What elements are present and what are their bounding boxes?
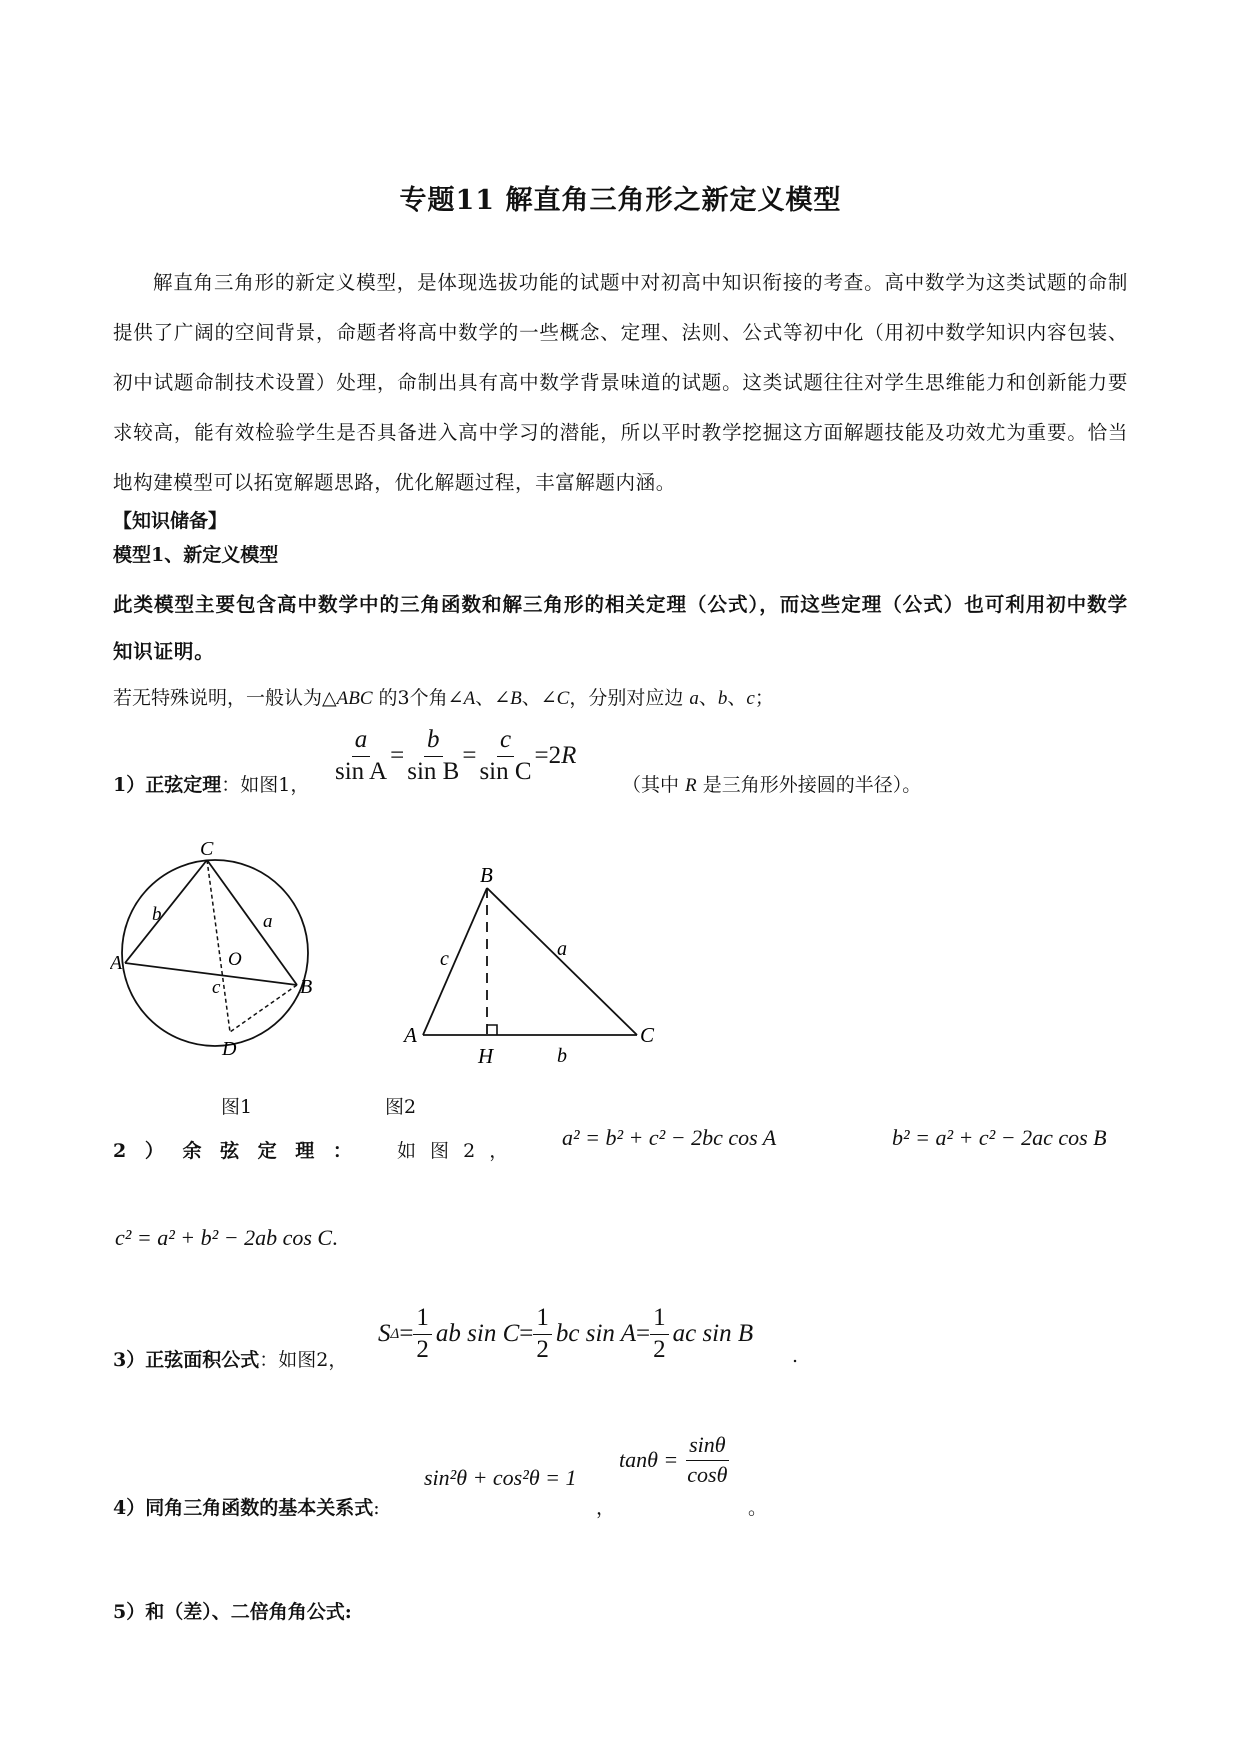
section-knowledge: 【知识储备】 bbox=[113, 510, 228, 532]
side-c bbox=[125, 963, 297, 985]
cosine-law-formula-a: a² = b² + c² − 2bc cos A bbox=[562, 1125, 777, 1150]
cosine-law-label: 2 ） 余 弦 定 理 ： bbox=[113, 1140, 355, 1162]
intro-paragraph: 解直角三角形的新定义模型，是体现选拔功能的试题中对初高中知识衔接的考查。高中数学为这类试题的命制提供了广阔的空间背景，命题者将高中数学的一些概念、定理、法则、公式等初中化（用初中数学知识内容包装、初中试题命制技术设置）处理，命制出具有高中数学背景味道的试题。这类试题往往对学生思维能力和创新能力要求较高，能有效检验学生是否具备进入高中学习的潜能，所以平时教学挖掘这方面解题技能及功效尤为重要。恰当地构建模型可以拓宽解题思路，优化解题过程，丰富解题内涵。 bbox=[113, 271, 1128, 494]
label-a: a bbox=[557, 938, 567, 960]
figure-1-caption: 图1 bbox=[221, 1096, 253, 1118]
identity-end: 。 bbox=[748, 1497, 768, 1519]
sine-area-formula: S Δ = $\frac{1}{2}$ ab sin C = $\frac{1}{2}$ bc sin A = $\frac{1}{2}$ ac sin B bbox=[378, 1304, 754, 1363]
label-b: b bbox=[152, 904, 162, 925]
circumcircle bbox=[122, 860, 308, 1046]
cosine-law-formula-b: b² = a² + c² − 2ac cos B bbox=[892, 1125, 1107, 1150]
side-b bbox=[125, 860, 207, 963]
label-D: D bbox=[222, 1038, 237, 1060]
label-A: A bbox=[110, 952, 123, 974]
sine-law-label: 1）正弦定理：如图1， bbox=[113, 774, 310, 796]
label-B: B bbox=[480, 863, 493, 887]
convention-line: 若无特殊说明，一般认为△ABC 的3个角∠A、∠B、∠C，分别对应边 a、b、c； bbox=[113, 687, 774, 709]
figure-1-circumcircle bbox=[110, 835, 330, 1060]
sine-law-formula: $\frac{a}{\text{sin A}}$ = $\frac{b}{\text{sin B}}$ = $\frac{c}{\text{sin C}}$ =2 R bbox=[335, 726, 577, 785]
figure-2-caption: 图2 bbox=[385, 1096, 417, 1118]
label-a: a bbox=[263, 911, 273, 932]
page-title: 专题11 解直角三角形之新定义模型 bbox=[399, 185, 842, 216]
label-c: c bbox=[212, 977, 221, 998]
sum-difference-label: 5）和（差）、二倍角角公式: bbox=[113, 1601, 352, 1623]
side-c bbox=[423, 888, 487, 1035]
label-H: H bbox=[478, 1044, 494, 1065]
side-a bbox=[487, 888, 637, 1035]
pythagorean-identity: sin²θ + cos²θ = 1 bbox=[424, 1465, 577, 1490]
figure-2-triangle bbox=[400, 855, 680, 1065]
label-C: C bbox=[200, 838, 214, 860]
cosine-law-ref: 如 图 2 ， bbox=[397, 1140, 509, 1162]
trig-identity-label: 4）同角三角函数的基本关系式: bbox=[113, 1497, 380, 1519]
cosine-law-formula-c: c² = a² + b² − 2ab cos C. bbox=[115, 1225, 338, 1250]
model-heading: 模型1、新定义模型 bbox=[113, 544, 279, 566]
sine-area-label: 3）正弦面积公式：如图2， bbox=[113, 1349, 348, 1371]
label-B: B bbox=[300, 976, 313, 998]
label-b: b bbox=[557, 1045, 567, 1065]
right-angle-mark bbox=[487, 1025, 497, 1035]
identity-comma: ， bbox=[596, 1497, 616, 1519]
label-A: A bbox=[404, 1023, 417, 1047]
tangent-identity: tanθ = $\frac{\sin\theta}{\cos\theta}$ bbox=[619, 1432, 728, 1487]
sine-law-note: （其中 R 是三角形外接圆的半径）。 bbox=[622, 774, 922, 796]
model-description: 此类模型主要包含高中数学中的三角函数和解三角形的相关定理（公式），而这些定理（公式）也可利用初中数学知识证明。 bbox=[113, 593, 1128, 663]
chord-bd bbox=[230, 985, 297, 1032]
label-O: O bbox=[228, 949, 242, 970]
sine-area-end: . bbox=[792, 1345, 799, 1367]
label-C: C bbox=[640, 1023, 655, 1047]
label-c: c bbox=[440, 948, 449, 970]
